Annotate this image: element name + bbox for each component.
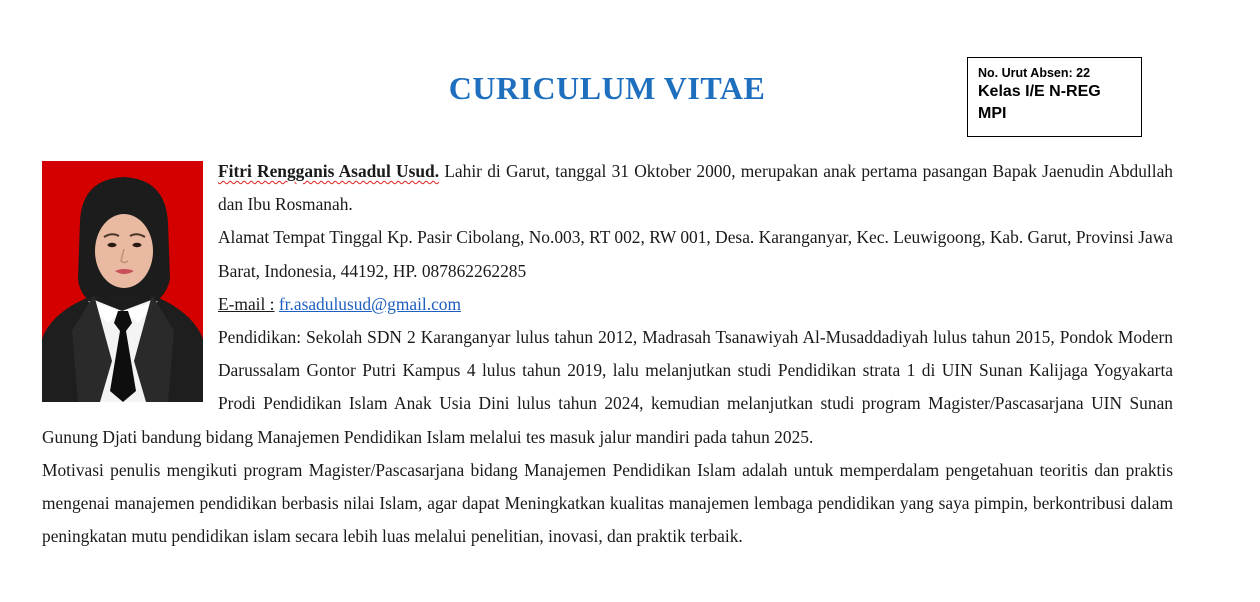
class-label: Kelas I/E N-REG MPI: [978, 83, 1101, 122]
birth-text: Lahir di Garut, tanggal 31 Oktober 2000, merupakan anak pertama pasangan Bapak Jaenudin Abdullah dan Ibu Rosmanah.: [218, 161, 1173, 215]
full-name: Fitri Rengganis Asadul Usud.: [218, 161, 440, 181]
education-paragraph: Pendidikan: Sekolah SDN 2 Karanganyar lulus tahun 2012, Madrasah Tsanawiyah Al-Musaddadiyah lulus tahun 2015, Pondok Modern Darussalam Gontor Putri Kampus 4 lulus tahun 2019, lalu melanjutkan studi Pendidikan strata 1 di UIN Sunan Kalijaga Yogyakarta Prodi Pendidikan Islam Anak Usia Dini lulus tahun 2024, kemudian melanjutkan studi program Magister/Pascasarjana UIN Sunan Gunung Djati bandung bidang Manajemen Pendidikan Islam melalui tes masuk jalur mandiri pada tahun 2025.: [42, 327, 1173, 447]
motivation-paragraph: Motivasi penulis mengikuti program Magister/Pascasarjana bidang Manajemen Pendidikan Islam adalah untuk memperdalam pengetahuan teoritis dan praktis mengenai manajemen pendidikan berbasis nilai Islam, agar dapat Meningkatkan kualitas manajemen lembaga pendidikan yang saya pimpin, berkontribusi dalam peningkatan mutu pendidikan islam secara lebih luas melalui penelitian, inovasi, dan praktik terbaik.: [42, 459, 1173, 547]
address-paragraph: Alamat Tempat Tinggal Kp. Pasir Cibolang, No.003, RT 002, RW 001, Desa. Karanganyar, Kec. Leuwigoong, Kab. Garut, Provinsi Jawa Barat, Indonesia, 44192, HP. 087862262285: [218, 227, 1173, 281]
absen-box: [967, 57, 1142, 137]
photo-spacer: [42, 155, 218, 403]
page-title: CURICULUM VITAE: [448, 70, 766, 106]
email-link[interactable]: fr.asadulusud@gmail.com: [278, 293, 462, 314]
email-label: E-mail :: [218, 293, 275, 314]
cv-body: [42, 155, 1173, 553]
absen-number: No. Urut Absen: 22: [978, 66, 1091, 80]
